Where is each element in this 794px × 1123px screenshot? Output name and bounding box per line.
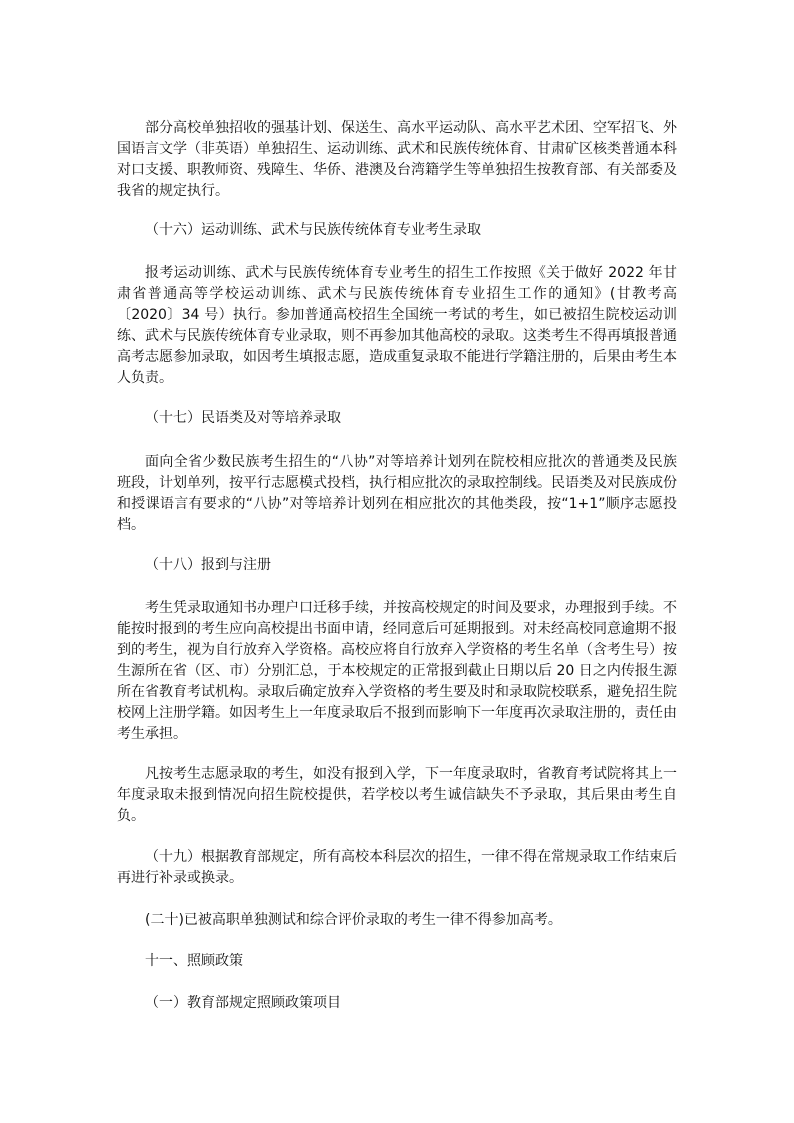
heading-ethnic-admission: （十七）民语类及对等培养录取 xyxy=(145,410,341,426)
paragraph-single-enrollment: 部分高校单独招收的强基计划、保送生、高水平运动队、高水平艺术团、空军招飞、外国语言文学（非英语）单独招生、运动训练、武术和民族传统体育、甘肃矿区核类普通本科对口支援、职教师资、残障生、华侨、港澳及台湾籍学生等单独招生按教育部、有关部委及我省的规定执行。 xyxy=(117,120,677,199)
paragraph-vocational: (二十)已被高职单独测试和综合评价录取的考生一律不得参加高考。 xyxy=(145,912,562,928)
heading-care-policy: 十一、照顾政策 xyxy=(145,953,243,969)
paragraph-sports-admission: 报考运动训练、武术与民族传统体育专业考生的招生工作按照《关于做好 2022 年甘肃省普通高等学校运动训练、武术与民族传统体育专业招生工作的通知》(甘教考高〔2020〕34 号）执行。参加普通高校招生全国统一考试的考生，如已被招生院校运动训练、武术与民族传统体育专业录取，则不再参加其他高校的录取。这类考生不得再填报普通高考志愿参加录取，如因考生填报志愿，造成重复录取不能进行学籍注册的，后果由考生本人负责。 xyxy=(117,265,677,386)
paragraph-ethnic-admission: 面向全省少数民族考生招生的“八协”对等培养计划列在院校相应批次的普通类及民族班段，计划单列，按平行志愿模式投档，执行相应批次的录取控制线。民语类及对民族成份和授课语言有要求的“八协”对等培养计划列在相应批次的其他类段，按“1+1”顺序志愿投档。 xyxy=(117,454,677,533)
paragraph-no-enrollment: 凡按考生志愿录取的考生，如没有报到入学，下一年度录取时，省教育考试院将其上一年度录取未报到情况向招生院校提供，若学校以考生诚信缺失不予录取，其后果由考生自负。 xyxy=(117,766,677,824)
heading-sports-admission: （十六）运动训练、武术与民族传统体育专业考生录取 xyxy=(145,222,481,238)
heading-registration: （十八）报到与注册 xyxy=(145,557,271,573)
paragraph-no-supplement: （十九）根据教育部规定，所有高校本科层次的招生，一律不得在常规录取工作结束后再进行补录或换录。 xyxy=(117,849,677,886)
heading-moe-care-policy: （一）教育部规定照顾政策项目 xyxy=(145,995,341,1011)
paragraph-registration: 考生凭录取通知书办理户口迁移手续，并按高校规定的时间及要求，办理报到手续。不能按时报到的考生应向高校提出书面申请，经同意后可延期报到。对未经高校同意逾期不报到的考生，视为自行放弃入学资格。高校应将自行放弃入学资格的考生名单（含考生号）按生源所在省（区、市）分别汇总，于本校规定的正常报到截止日期以后 20 日之内传报生源所在省教育考试机构。录取后确定放弃入学资格的考生要及时和录取院校联系，避免招生院校网上注册学籍。如因考生上一年度录取后不报到而影响下一年度再次录取注册的，责任由考生承担。 xyxy=(117,600,677,742)
